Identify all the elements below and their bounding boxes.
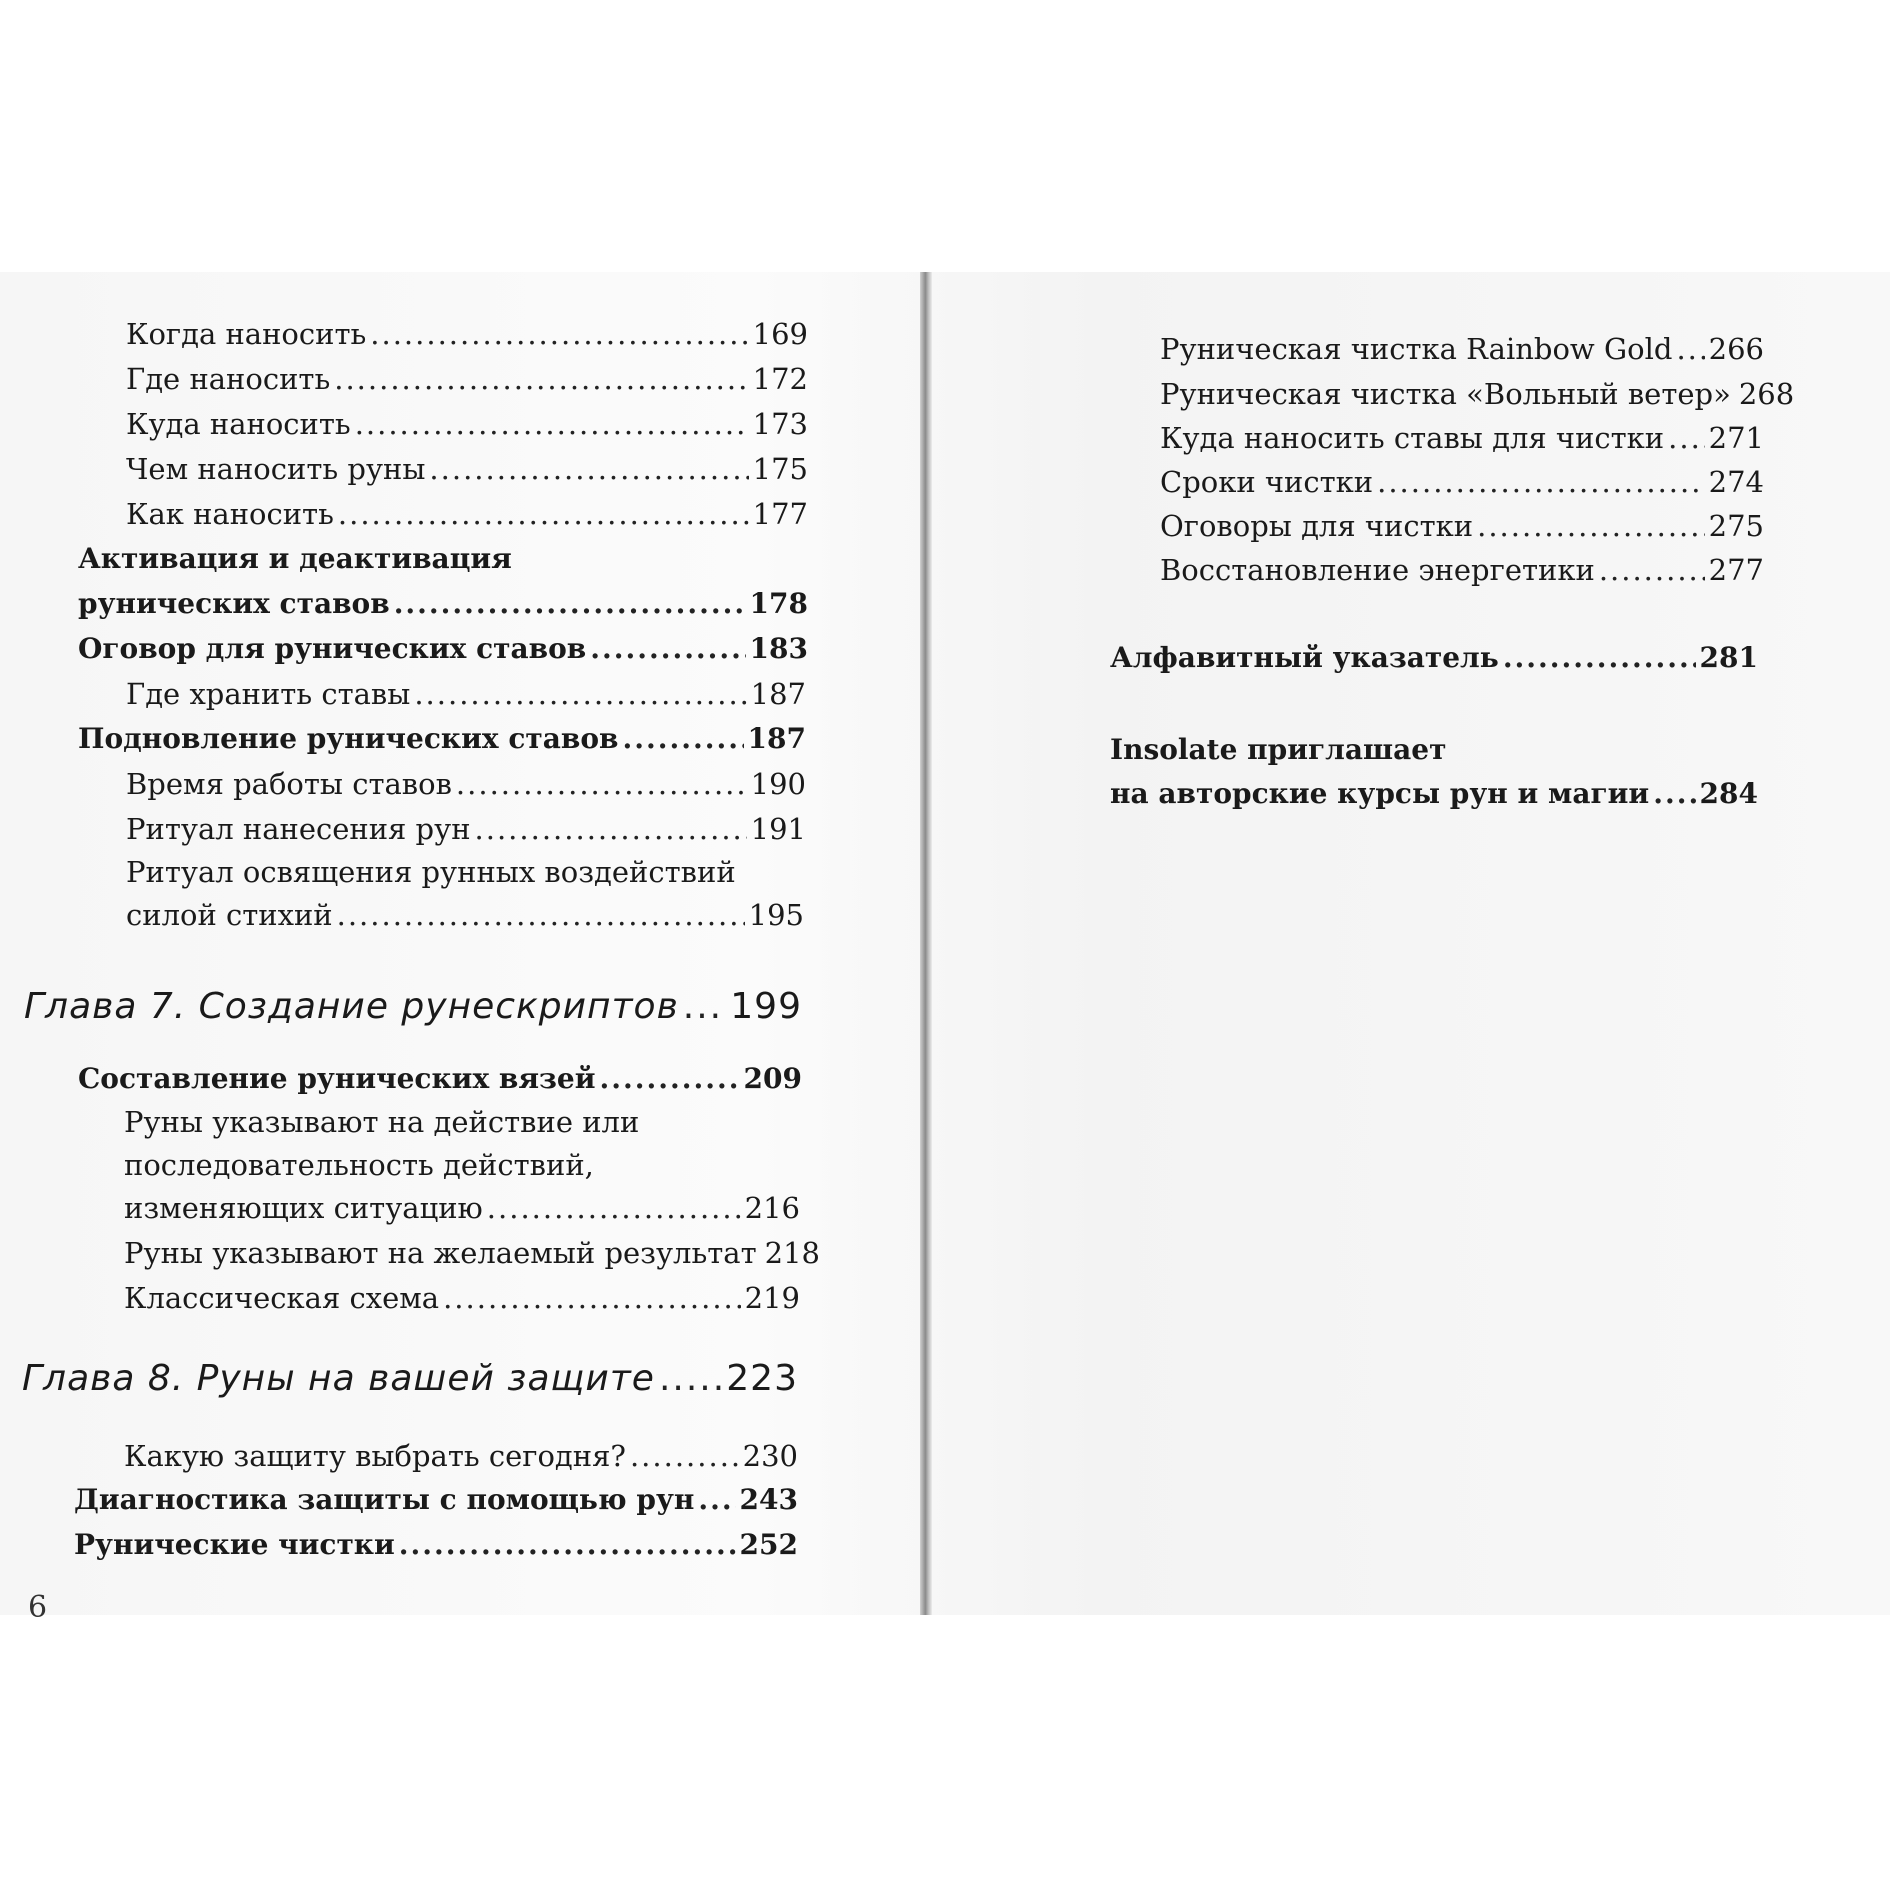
toc-entry: Куда наносить ставы для чистки ..... 271 [1160,418,1764,458]
toc-entry: Как наносить ..... 177 [126,494,808,534]
toc-entry: Где наносить ..... 172 [126,359,808,399]
book-spread [0,272,1890,1625]
toc-entry-courses: Insolate приглашает [1110,733,1447,766]
chapter-8-heading: Глава 8. Руны на вашей защите ..... 223 [22,1354,798,1404]
book-spine [920,272,932,1615]
toc-entry: Восстановление энергетики ..... 277 [1160,550,1764,590]
toc-entry-bold: Составление рунических вязей ..... 209 [78,1059,802,1099]
toc-entry: Куда наносить ..... 173 [126,404,808,444]
toc-entry: Где хранить ставы ..... 187 [126,674,806,714]
toc-entry-bold: Оговор для рунических ставов ..... 183 [78,629,808,669]
toc-entry: Руническая чистка Rainbow Gold ..... 266 [1160,329,1764,369]
toc-entry: Руны указывают на желаемый результат 218 [124,1236,820,1270]
toc-entry-bold: Активация и деактивация [78,542,512,575]
toc-entry: Ритуал нанесения рун ..... 191 [126,809,806,849]
toc-entry: последовательность действий, [124,1148,594,1182]
toc-entry: Какую защиту выбрать сегодня? ..... 230 [124,1436,798,1476]
toc-entry-bold: Рунические чистки ..... 252 [74,1525,798,1565]
page-corner-mark: 6 [28,1590,48,1625]
toc-entry-bold: рунических ставов ..... 178 [78,584,808,624]
toc-entry: изменяющих ситуацию ..... 216 [124,1188,800,1228]
toc-entry: Ритуал освящения рунных воздействий [126,855,736,889]
toc-entry: силой стихий ..... 195 [126,895,804,935]
toc-entry: Оговоры для чистки ..... 275 [1160,506,1764,546]
toc-entry-bold: Подновление рунических ставов ..... 187 [78,719,806,759]
toc-entry: Чем наносить руны ..... 175 [126,449,808,489]
toc-entry: Руническая чистка «Вольный ветер» 268 [1160,377,1795,411]
toc-entry-courses: на авторские курсы рун и магии ..... 284 [1110,774,1758,814]
toc-entry: Когда наносить ..... 169 [126,314,808,354]
chapter-7-heading: Глава 7. Создание рунескриптов ..... 199 [24,982,802,1032]
toc-entry: Руны указывают на действие или [124,1105,640,1139]
toc-entry-bold: Диагностика защиты с помощью рун ..... 243 [74,1480,798,1520]
toc-entry-index: Алфавитный указатель ..... 281 [1110,638,1758,678]
toc-entry: Сроки чистки ..... 274 [1160,462,1764,502]
toc-entry: Классическая схема ..... 219 [124,1278,800,1318]
toc-entry: Время работы ставов ..... 190 [126,764,806,804]
